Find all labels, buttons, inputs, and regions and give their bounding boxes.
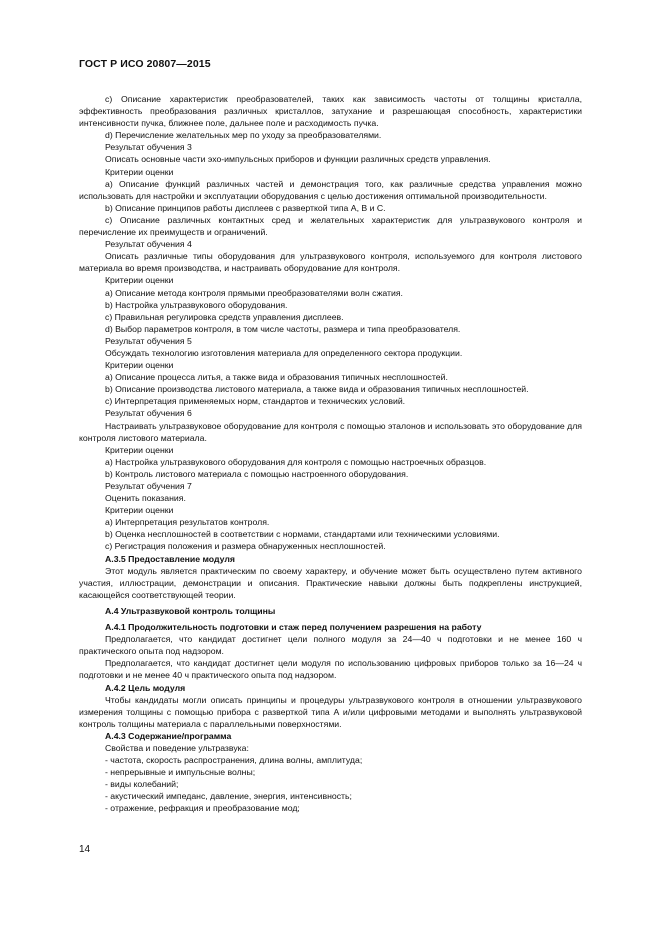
- paragraph: b) Описание принципов работы дисплеев с разверткой типа А, В и С.: [105, 202, 386, 213]
- paragraph: с) Описание различных контактных сред и желательных характеристик для ультразвукового контроля и перечисление их преимуществ и ограничений.: [79, 214, 582, 238]
- section-heading: А.3.5 Предоставление модуля: [105, 553, 235, 564]
- paragraph: Обсуждать технологию изготовления материала для определенного сектора продукции.: [105, 347, 463, 358]
- paragraph: Результат обучения 5: [105, 335, 192, 346]
- paragraph: Критерии оценки: [105, 275, 174, 286]
- paragraph: - частота, скорость распространения, длина волны, амплитуда;: [105, 755, 363, 766]
- paragraph: Критерии оценки: [105, 505, 174, 516]
- paragraph: Результат обучения 6: [105, 408, 192, 419]
- paragraph: - акустический импеданс, давление, энергия, интенсивность;: [105, 791, 352, 802]
- paragraph: а) Настройка ультразвукового оборудования для контроля с помощью настроечных образцов.: [105, 456, 487, 467]
- paragraph: Предполагается, что кандидат достигнет цели полного модуля за 24—40 ч подготовки и не менее 160 ч практического опыта под надзором.: [79, 634, 582, 657]
- paragraph: а) Описание процесса литья, а также вида и образования типичных несплошностей.: [105, 372, 448, 383]
- paragraph: с) Интерпретация применяемых норм, стандартов и технических условий.: [105, 396, 406, 407]
- paragraph: Описать различные типы оборудования для ультразвукового контроля, используемого для контроля листового материала во время производства, и настраивать оборудование для контроля.: [79, 251, 582, 274]
- paragraph: Критерии оценки: [105, 166, 174, 177]
- page-body: [79, 93, 582, 815]
- paragraph: Критерии оценки: [105, 444, 174, 455]
- paragraph: - отражение, рефракция и преобразование мод;: [105, 803, 300, 814]
- paragraph: Оценить показания.: [105, 493, 186, 504]
- paragraph: Критерии оценки: [105, 360, 174, 371]
- paragraph: Свойства и поведение ультразвука:: [105, 742, 249, 753]
- paragraph: Результат обучения 4: [105, 239, 192, 250]
- paragraph: b) Описание производства листового материала, а также вида и образования типичных несплошностей.: [105, 384, 529, 395]
- paragraph: Описать основные части эхо-импульсных приборов и функции различных средств управления.: [105, 154, 491, 165]
- paragraph: d) Выбор параметров контроля, в том числе частоты, размера и типа преобразователя.: [105, 323, 461, 334]
- paragraph: Результат обучения 7: [105, 481, 192, 491]
- paragraph: а) Интерпретация результатов контроля.: [105, 517, 270, 528]
- paragraph: - виды колебаний;: [105, 779, 179, 790]
- paragraph: b) Оценка несплошностей в соответствии с нормами, стандартами или техническими условиями.: [105, 529, 500, 540]
- paragraph: с) Регистрация положения и размера обнаруженных несплошностей.: [105, 541, 386, 552]
- paragraph: Настраивать ультразвуковое оборудование для контроля с помощью эталонов и использовать это оборудование для контроля листового материала.: [79, 420, 582, 443]
- paragraph: d) Перечисление желательных мер по уходу за преобразователями.: [105, 130, 382, 141]
- paragraph: а) Описание функций различных частей и демонстрация того, как различные средства управления можно использовать для настройки и эксплуатации оборудования с целью достижения оптимальной производительности.: [79, 178, 582, 201]
- paragraph: с) Описание характеристик преобразователей, таких как зависимость частоты от толщины кристалла, эффективность преобразования различных кристаллов, затухание и разрешающая способность, характеристики интенсивности пучка, ближнее поле, дальнее поле и расходимость пучка.: [79, 94, 582, 129]
- page-number: 14: [79, 844, 91, 855]
- paragraph: Предполагается, что кандидат достигнет цели модуля по использованию цифровых приборов только за 16—24 ч подготовки и не менее 40 ч практического опыта под надзором.: [79, 658, 582, 681]
- paragraph: - непрерывные и импульсные волны;: [105, 767, 256, 778]
- document-header: ГОСТ Р ИСО 20807—2015: [79, 58, 211, 70]
- section-heading: А.4.2 Цель модуля: [105, 682, 186, 693]
- section-heading: А.4 Ультразвуковой контроль толщины: [105, 605, 276, 616]
- section-heading: А.4.1 Продолжительность подготовки и стаж перед получением разрешения на работу: [105, 622, 482, 633]
- paragraph: b) Контроль листового материала с помощью настроенного оборудования.: [105, 468, 409, 479]
- paragraph: b) Настройка ультразвукового оборудования.: [105, 299, 288, 310]
- paragraph: Этот модуль является практическим по своему характеру, и обучение может быть осуществлено путем активного участия, иллюстрации, демонстрации и описания. Практические навыки должны быть подкреплены инструкцией, касающейся соответствующей теории.: [79, 565, 582, 600]
- section-heading: А.4.3 Содержание/программа: [105, 730, 232, 741]
- paragraph: а) Описание метода контроля прямыми преобразователями волн сжатия.: [105, 287, 403, 298]
- paragraph: с) Правильная регулировка средств управления дисплеев.: [105, 311, 344, 322]
- paragraph: Чтобы кандидаты могли описать принципы и процедуры ультразвукового контроля в отношении ультразвукового измерения толщины с помощью прибора с разверткой типа А и/или цифровыми методами и выполнять ультразвуковой контроль толщины материала с параллельными поверхностями.: [79, 694, 582, 729]
- paragraph: Результат обучения 3: [105, 142, 192, 153]
